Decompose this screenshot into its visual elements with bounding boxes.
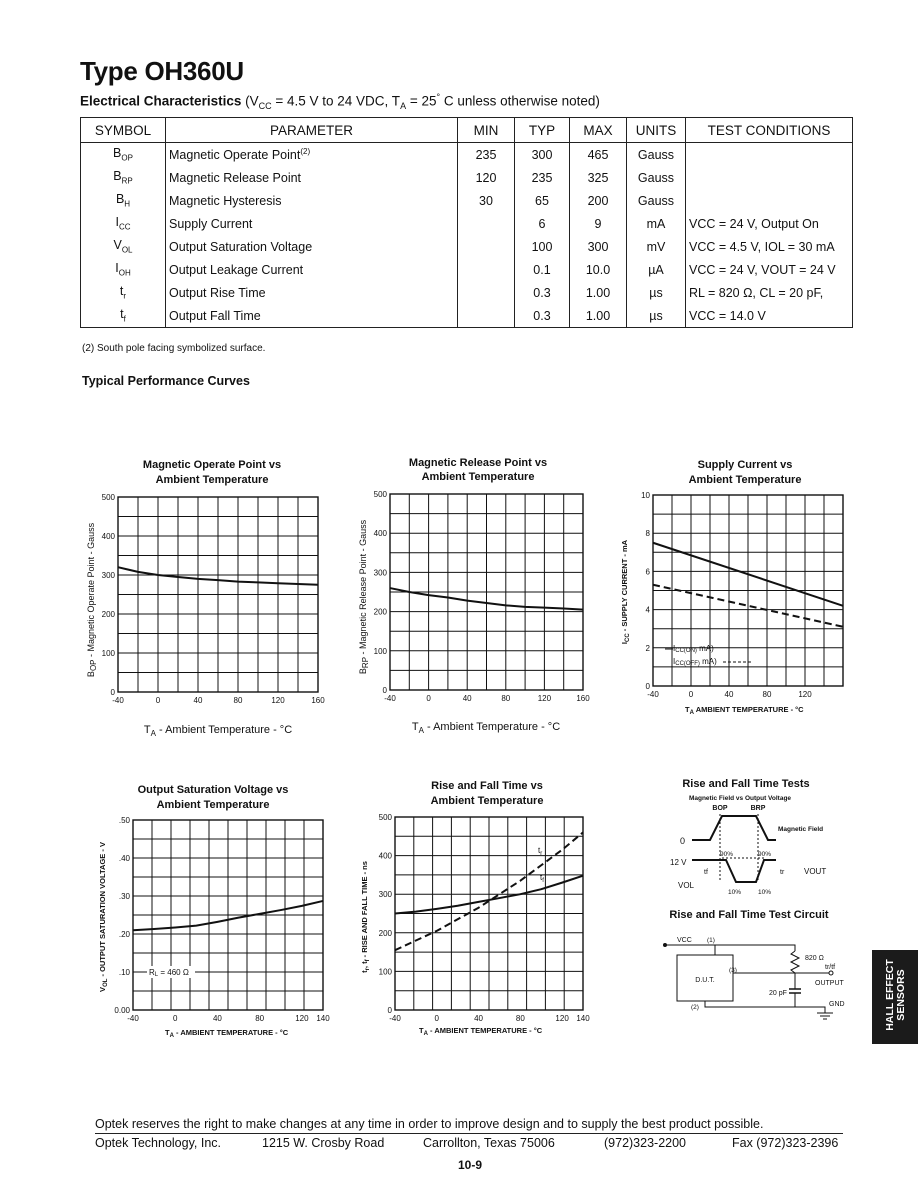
resistor-label: 820 Ω [805,955,824,962]
parameter-text: Supply Current [169,217,253,232]
header-typ: TYP [515,118,570,143]
table-row [81,281,853,304]
y-tick-label: 500 [373,490,387,499]
footer-company: Optek Technology, Inc. [95,1136,222,1150]
typ-cell: 65 [515,189,570,212]
y-tick-label: .10 [118,968,130,977]
x-tick-label: 140 [576,1014,590,1023]
y-tick-label: 0 [645,682,650,691]
symbol-subscript: RP [121,176,133,186]
chart-supply-current [615,452,860,722]
vcc-label: VCC [677,937,692,944]
electrical-characteristics-heading [80,92,600,111]
x-axis-label: $T_A$ AMBIENT TEMPERATURE - °C [685,705,804,716]
chart-title-line1: Supply Current vs [697,459,793,471]
footer-address: 1215 W. Crosby Road [262,1136,385,1150]
conditions-text: (V [245,93,259,109]
symbol-cell [81,281,166,304]
symbol: B [113,146,122,161]
footer-fax: Fax (972)323-2396 [732,1136,839,1150]
footer-phone: (972)323-2200 [604,1136,687,1150]
min-cell [458,258,515,281]
chart-title-line1: Magnetic Release Point vs [408,457,548,469]
trtf-label: tr/tf [825,964,836,971]
table-row [81,212,853,235]
side-tab-line2: SENSORS [895,969,907,1021]
diagram-title: Rise and Fall Time Tests [682,778,810,790]
section-heading: Electrical Characteristics [80,93,242,109]
x-tick-label: 80 [233,696,243,705]
typ-cell: 0.1 [515,258,570,281]
parameter-note: (2) [300,146,311,156]
field-waveform [692,816,776,840]
x-tick-label: 0 [434,1014,440,1023]
conditions-cell: VCC = 24 V, VOUT = 24 V [686,258,853,281]
y-tick-label: 0 [110,688,115,697]
conditions-cell [686,189,853,212]
max-cell: 200 [570,189,627,212]
x-axis-label: $T_A$ - AMBIENT TEMPERATURE - °C [165,1028,289,1039]
y-tick-label: 400 [101,532,115,541]
parameter-text: Output Rise Time [169,286,266,301]
units-cell: Gauss [627,189,686,212]
x-tick-label: -40 [384,694,396,703]
y-tick-label: 300 [101,571,115,580]
conditions-cell: VCC = 4.5 V, IOL = 30 mA [686,235,853,258]
pin3-label: (3) [729,967,737,974]
typ-cell: 300 [515,143,570,167]
max-cell: 10.0 [570,258,627,281]
min-cell [458,235,515,258]
y-tick-label: 100 [373,646,387,656]
y-axis-label: $I_{CC}$ - SUPPLY CURRENT - mA [620,539,631,645]
circuit-title: Rise and Fall Time Test Circuit [669,909,829,921]
symbol-cell [81,166,166,189]
footer-disclaimer: Optek reserves the right to make changes at any time in order to improve design and to supply the best product possible. [95,1117,764,1131]
vcc-subscript: CC [258,101,272,112]
tf-label: tf [704,869,708,876]
symbol: V [113,238,122,253]
symbol: I [115,215,119,230]
ninety-b: 90% [758,851,772,858]
bop-label: BOP [712,805,728,812]
chart-title-line2: Ambient Temperature [430,795,544,807]
parameter-cell [166,166,458,189]
chart-saturation-voltage [85,777,345,1042]
degree-symbol: ° [436,92,441,102]
y-tick-label: 100 [101,649,115,658]
vcc-wire [665,945,795,951]
chart-rise-fall-time [355,777,605,1042]
min-cell: 235 [458,143,515,167]
max-cell: 1.00 [570,281,627,304]
typ-cell: 235 [515,166,570,189]
y-tick-label: .50 [118,816,130,825]
x-tick-label: 160 [576,694,590,703]
page-number: 10-9 [458,1158,483,1172]
x-tick-label: 80 [515,1014,525,1023]
min-cell: 120 [458,166,515,189]
symbol-subscript: r [123,291,127,301]
y-tick-label: 200 [378,928,392,938]
y-tick-label: .30 [118,892,130,901]
ten-b: 10% [758,889,772,896]
page-title: Type OH360U [80,56,244,86]
symbol-subscript: f [123,314,126,324]
y-tick-label: 6 [645,567,650,577]
footnote: (2) South pole facing symbolized surface. [82,343,266,354]
units-cell: Gauss [627,166,686,189]
y-tick-label: .40 [118,854,130,863]
x-axis-label: $T_A$ - Ambient Temperature - °C [143,724,293,738]
min-cell [458,304,515,328]
x-tick-label: 120 [271,696,285,705]
x-tick-label: 0 [155,696,161,705]
x-tick-label: 80 [255,1014,265,1023]
ta-subscript: A [400,101,407,112]
v12-label: 12 V [670,858,687,867]
typ-cell: 0.3 [515,281,570,304]
header-min: MIN [458,118,515,143]
parameter-cell [166,212,458,235]
diagram-subtitle: Magnetic Field vs Output Voltage [688,795,792,802]
x-tick-label: -40 [127,1014,139,1023]
x-tick-label: 40 [724,690,734,699]
symbol: B [113,169,122,184]
chart-release-point [350,452,610,742]
rise-fall-test-diagram [660,772,840,902]
symbol-subscript: H [124,199,131,209]
units-cell: µA [627,258,686,281]
table-row [81,143,853,167]
table-row [81,304,853,328]
y-tick-label: 400 [378,851,392,861]
header-symbol: SYMBOL [81,118,166,143]
symbol-cell [81,235,166,258]
y-axis-label: BOP - Magnetic Operate Point - Gauss [86,522,98,678]
symbol-cell [81,304,166,328]
pin2-label: (2) [691,1004,699,1011]
y-tick-label: 200 [101,610,115,619]
header-units: UNITS [627,118,686,143]
x-tick-label: 120 [555,1014,569,1023]
y-tick-label: 0.00 [114,1006,130,1015]
typ-cell: 100 [515,235,570,258]
conditions-text: = 25 [406,93,437,109]
units-cell: µs [627,304,686,328]
y-axis-label: $t_r$, $t_f$ - RISE AND FALL TIME - ns [360,861,371,973]
conditions-text: = 4.5 V to 24 VDC, T [271,93,401,109]
symbol-subscript: CC [118,222,131,232]
chart-title-line1: Magnetic Operate Point vs [142,459,282,471]
x-tick-label: 120 [295,1014,309,1023]
y-tick-label: 4 [645,605,650,615]
x-tick-label: 40 [474,1014,484,1023]
table-row [81,189,853,212]
y-axis-label: $V_{OL}$ - OUTPUT SATURATION VOLTAGE - V [98,842,109,992]
footer-divider [95,1133,843,1134]
header-max: MAX [570,118,627,143]
x-tick-label: 0 [426,694,431,703]
y-tick-label: 300 [378,890,392,900]
x-tick-label: 40 [462,694,472,703]
units-cell: mA [627,212,686,235]
chart-title-line1: Output Saturation Voltage vs [137,784,289,796]
symbol: t [119,284,124,299]
chart-title-line2: Ambient Temperature [688,474,802,486]
ten-a: 10% [728,889,742,896]
x-tick-label: 120 [537,694,552,703]
vout-label: VOUT [804,867,827,876]
max-cell: 325 [570,166,627,189]
symbol: t [120,307,124,322]
chart-operate-point [80,452,340,742]
x-tick-label: -40 [389,1014,401,1023]
x-tick-label: 0 [688,690,694,699]
symbol-cell [81,258,166,281]
cap-label: 20 pF [769,990,787,997]
min-cell: 30 [458,189,515,212]
units-cell: Gauss [627,143,686,167]
pin1-label: (1) [707,937,715,944]
conditions-cell: VCC = 14.0 V [686,304,853,328]
conditions-cell [686,143,853,167]
y-tick-label: .20 [118,930,130,939]
table-row [81,258,853,281]
side-tab-line1: HALL EFFECT [884,959,896,1031]
x-tick-label: 0 [172,1014,178,1023]
max-cell: 465 [570,143,627,167]
electrical-characteristics-table [80,117,853,328]
parameter-cell [166,235,458,258]
legend-icc-on: ICC(ON) mA) [673,644,714,654]
gnd-label: GND [829,1001,845,1008]
chart-title-line2: Ambient Temperature [156,799,270,811]
series-label-tf: $t_f$ [540,873,544,884]
units-cell: mV [627,235,686,258]
parameter-text: Output Saturation Voltage [169,240,313,255]
footer-city: Carrollton, Texas 75006 [423,1136,555,1150]
y-tick-label: 200 [373,607,387,617]
parameter-text: Magnetic Release Point [169,171,302,186]
table-row [81,166,853,189]
conditions-cell: RL = 820 Ω, CL = 20 pF, [686,281,853,304]
y-tick-label: 100 [378,967,392,977]
field-label: Magnetic Field [778,826,824,833]
y-tick-label: 10 [641,491,650,500]
y-tick-label: 0 [387,1006,392,1015]
typ-cell: 6 [515,212,570,235]
x-tick-label: 120 [798,690,812,699]
parameter-cell [166,258,458,281]
load-resistor-annotation: RL = 460 Ω [149,968,189,978]
y-axis-label: BRP - Magnetic Release Point - Gauss [358,519,370,675]
min-cell [458,212,515,235]
parameter-text: Output Leakage Current [169,263,304,278]
x-tick-label: 140 [316,1014,330,1023]
resistor [791,951,799,973]
symbol-subscript: OH [118,268,131,278]
y-tick-label: 400 [373,529,387,539]
symbol-subscript: OL [121,245,133,255]
header-parameter: PARAMETER [166,118,458,143]
y-tick-label: 0 [382,686,387,695]
min-cell [458,281,515,304]
parameter-text: Magnetic Hysteresis [169,194,282,209]
max-cell: 300 [570,235,627,258]
y-tick-label: 300 [373,568,387,578]
symbol: I [115,261,119,276]
x-axis-label: $T_A$ - AMBIENT TEMPERATURE - °C [419,1026,543,1037]
header-test-conditions: TEST CONDITIONS [686,118,853,143]
output-terminal [829,971,833,975]
chart-title-line2: Ambient Temperature [155,474,269,486]
parameter-cell [166,189,458,212]
rise-fall-test-circuit [655,905,855,1025]
parameter-cell [166,143,458,167]
max-cell: 9 [570,212,627,235]
symbol-cell [81,212,166,235]
x-tick-label: 160 [311,696,325,705]
y-tick-label: 8 [645,529,650,539]
section-title: Typical Performance Curves [82,374,250,388]
symbol-cell [81,143,166,167]
zero-label: 0 [680,836,686,846]
conditions-text: C unless otherwise noted) [440,93,600,109]
chart-title-line1: Rise and Fall Time vs [431,780,543,792]
y-tick-label: 2 [645,643,650,653]
parameter-text: Output Fall Time [169,309,261,324]
symbol-subscript: OP [121,153,133,163]
vol-label: VOL [678,881,695,890]
brp-label: BRP [750,805,766,812]
symbol-cell [81,189,166,212]
x-axis-label: $T_A$ - Ambient Temperature - °C [411,721,561,735]
conditions-cell [686,166,853,189]
parameter-cell [166,281,458,304]
legend-icc-off: ICC(OFF) mA) [673,657,717,667]
x-tick-label: 80 [501,694,511,703]
y-tick-label: 500 [378,813,392,822]
ground-wire [705,1001,825,1013]
side-tab-label [885,948,907,1042]
parameter-text: Magnetic Operate Point [169,148,301,163]
series-label-tr: $t_r$ [538,846,543,857]
symbol: B [115,192,125,207]
dut-label: D.U.T. [695,977,715,984]
output-label: OUTPUT [815,980,844,987]
conditions-cell: VCC = 24 V, Output On [686,212,853,235]
parameter-cell [166,304,458,328]
table-header-row [81,118,853,143]
typ-cell: 0.3 [515,304,570,328]
table-row [81,235,853,258]
y-tick-label: 500 [101,493,115,502]
tr-label: tr [780,869,785,876]
x-tick-label: 40 [193,696,203,705]
ninety-a: 90% [720,851,734,858]
x-tick-label: 80 [762,690,772,699]
x-tick-label: -40 [112,696,124,705]
units-cell: µs [627,281,686,304]
x-tick-label: 40 [212,1014,222,1023]
max-cell: 1.00 [570,304,627,328]
chart-title-line2: Ambient Temperature [421,471,535,483]
x-tick-label: -40 [647,690,659,699]
